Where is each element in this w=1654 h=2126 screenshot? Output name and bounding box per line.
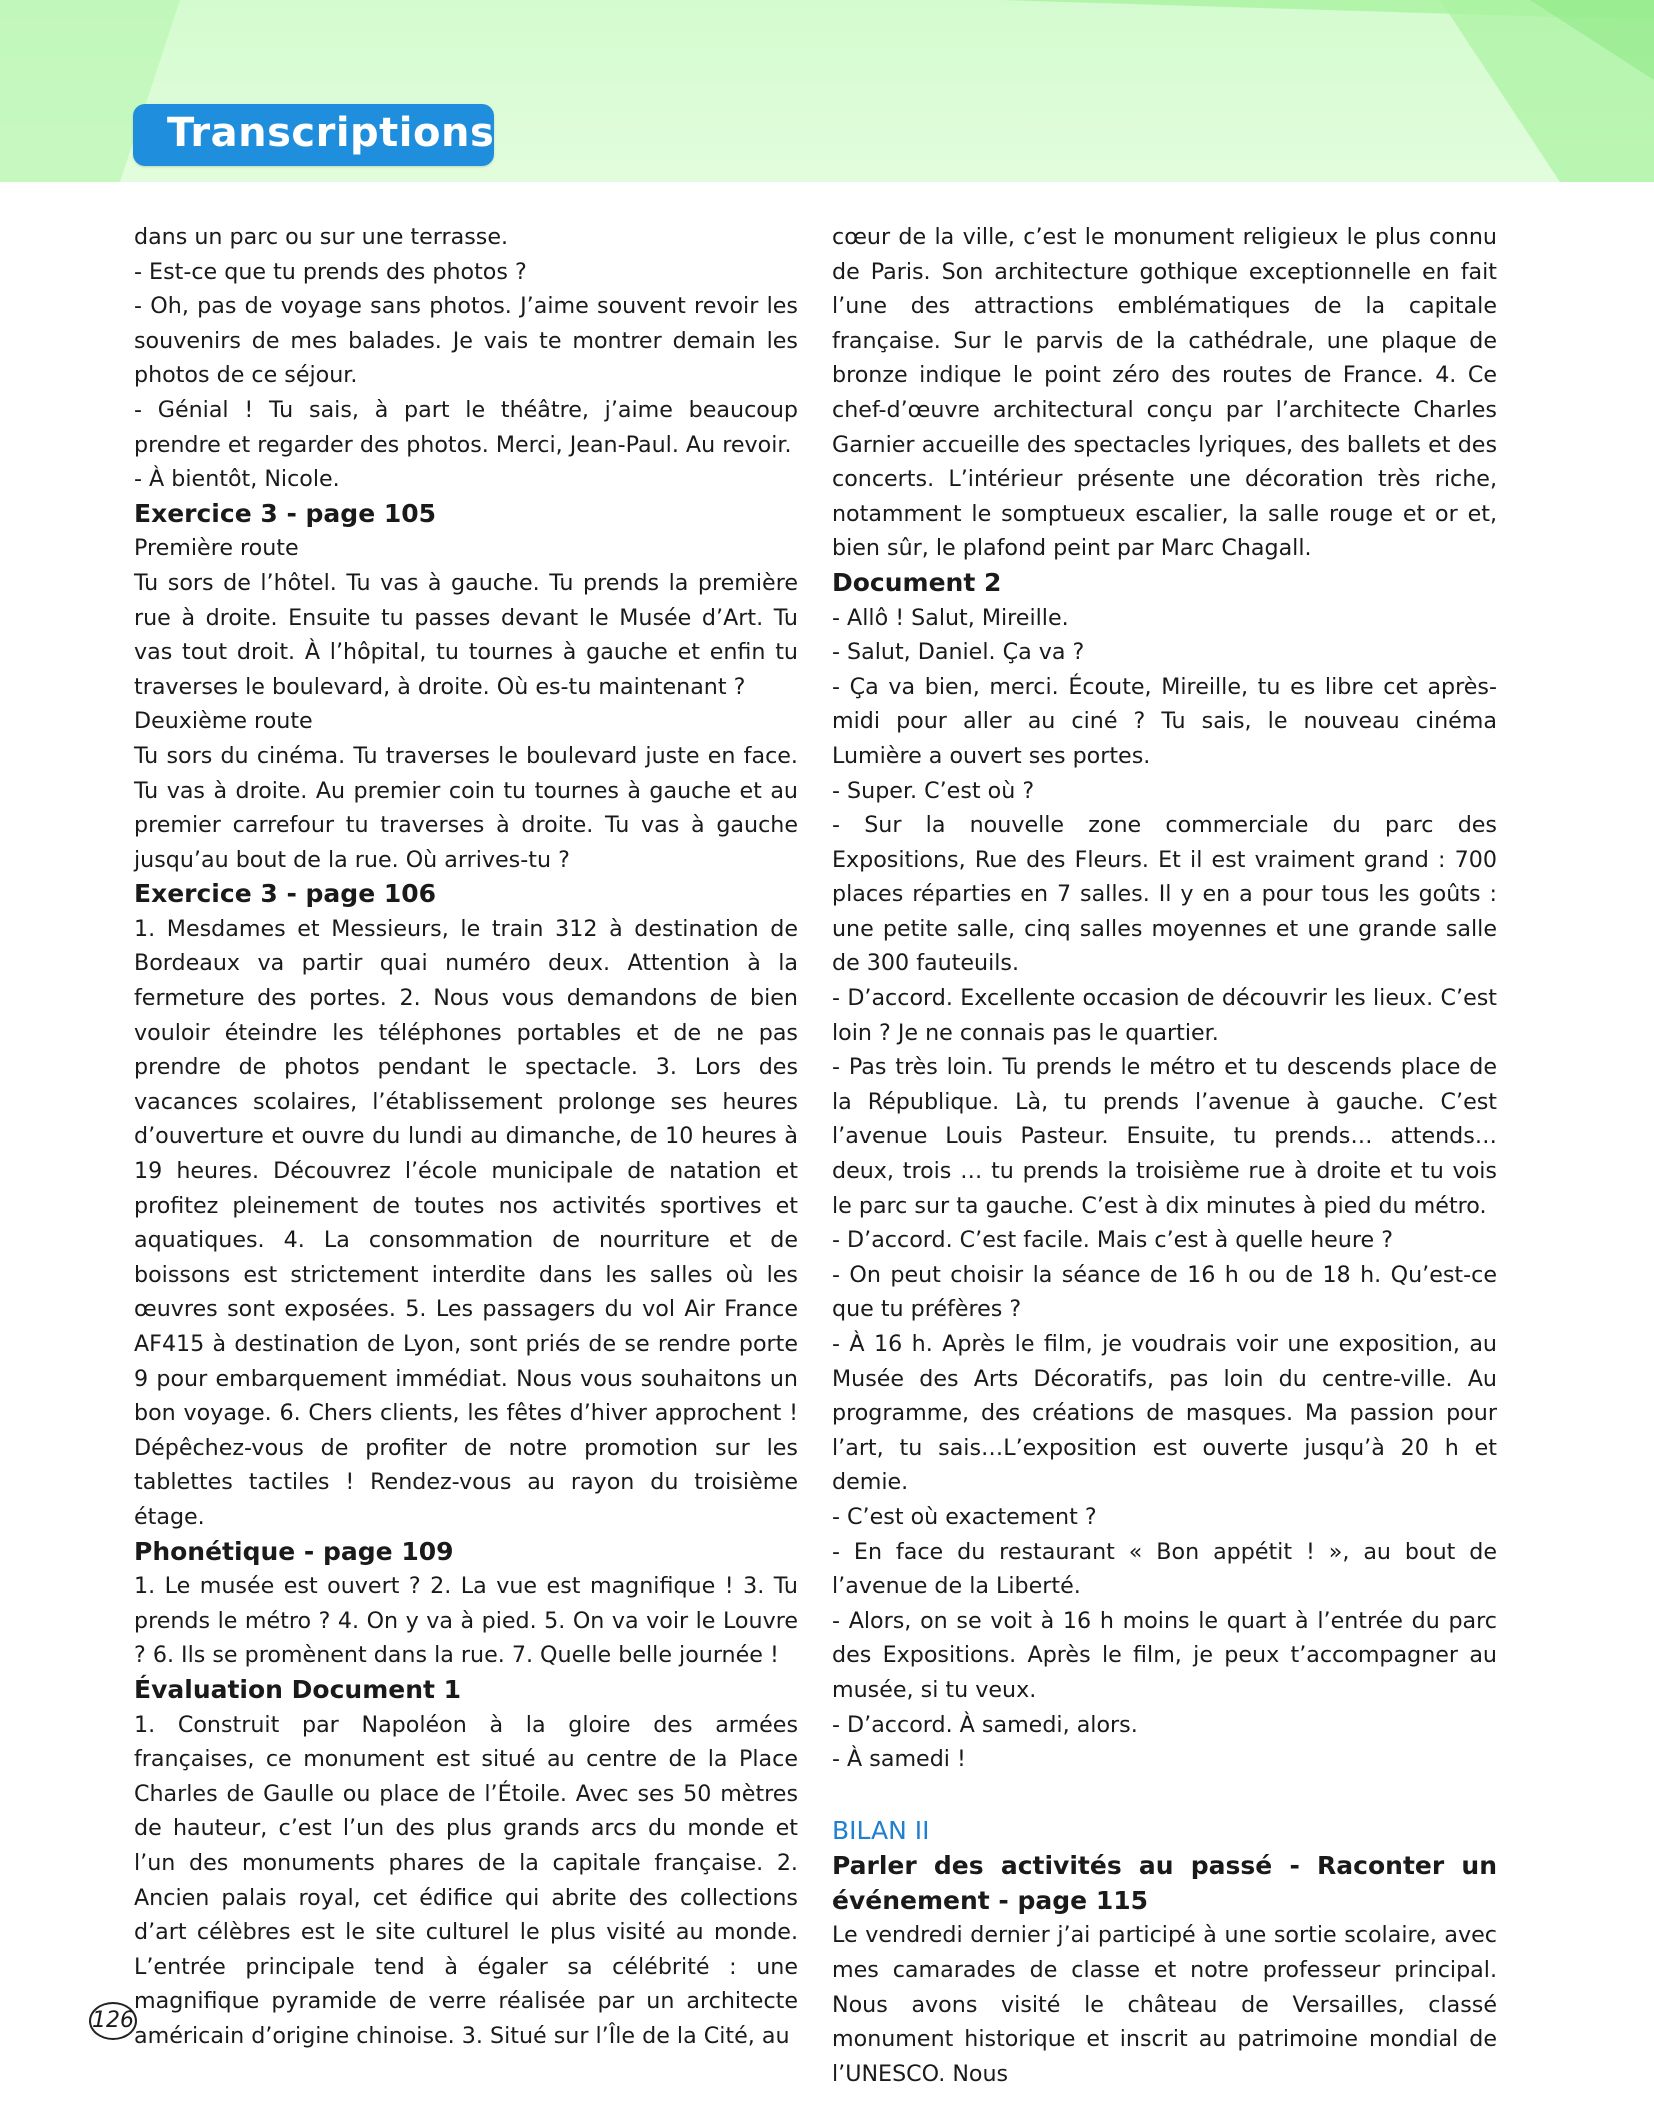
dialogue-line: - Alors, on se voit à 16 h moins le quart à l’entrée du parc des Expositions. Après le film, je peux t’accompagner au musée, si tu veux.	[832, 1607, 1497, 1703]
right-column	[832, 220, 1497, 2091]
paragraph: - Oh, pas de voyage sans photos. J’aime souvent revoir les souvenirs de mes balades. Je vais te montrer demain les photos de ce séjour.	[134, 293, 798, 389]
dialogue-line: - D’accord. C’est facile. Mais c’est à quelle heure ?	[832, 1227, 1393, 1254]
dialogue-line: - C’est où exactement ?	[832, 1503, 1097, 1530]
paragraph: Tu sors de l’hôtel. Tu vas à gauche. Tu prends la première rue à droite. Ensuite tu passes devant le Musée d’Art. Tu vas tout droit. À l’hôpital, tu tournes à gauche et enfin tu traverses le boulevard, à droite. Où es-tu maintenant ?	[134, 569, 798, 700]
paragraph: cœur de la ville, c’est le monument religieux le plus connu de Paris. Son architecture gothique exceptionnelle en fait l’une des attractions emblématiques de la capitale française. Sur le parvis de la cathédrale, une plaque de bronze indique le point zéro des routes de France. 4. Ce chef-d’œuvre architectural conçu par l’architecte Charles Garnier accueille des spectacles lyriques, des ballets et des concerts. L’intérieur présente une décoration très riche, notamment le somptueux escalier, la salle rouge et or et, bien sûr, le plafond peint par Marc Chagall.	[832, 224, 1497, 562]
paragraph: - À bientôt, Nicole.	[134, 466, 340, 493]
paragraph: dans un parc ou sur une terrasse.	[134, 224, 509, 250]
section-heading: Évaluation Document 1	[134, 1674, 462, 1704]
dialogue-line: - D’accord. Excellente occasion de découvrir les lieux. C’est loin ? Je ne connais pas le quartier.	[832, 985, 1497, 1046]
dialogue-line: - Super. C’est où ?	[832, 777, 1035, 804]
paragraph: 1. Construit par Napoléon à la gloire des armées françaises, ce monument est situé au centre de la Place Charles de Gaulle ou place de l’Étoile. Avec ses 50 mètres de hauteur, c’est l’un des plus grands arcs du monde et l’un des monuments phares de la capitale française. 2. Ancien palais royal, cet édifice qui abrite des collections d’art célèbres est le site culturel le plus visité au monde. L’entrée principale tend à égaler sa célébrité : une magnifique pyramide de verre réalisée par un architecte américain d’origine chinoise. 3. Situé sur l’Île de la Cité, au	[134, 1711, 798, 2049]
page-title: Transcriptions	[167, 110, 495, 156]
title-badge	[133, 104, 494, 166]
section-heading: Exercice 3 - page 106	[134, 879, 437, 909]
dialogue-line: - Allô ! Salut, Mireille.	[832, 604, 1069, 631]
section-heading: Phonétique - page 109	[134, 1536, 454, 1566]
paragraph: 1. Mesdames et Messieurs, le train 312 à destination de Bordeaux va partir quai numéro deux. Attention à la fermeture des portes. 2. Nous vous demandons de bien vouloir éteindre les téléphones portables et de ne pas prendre de photos pendant le spectacle. 3. Lors des vacances scolaires, l’établissement prolonge ses heures d’ouverture et ouvre du lundi au dimanche, de 10 heures à 19 heures. Découvrez l’école municipale de natation et profitez pleinement de toutes nos activités sportives et aquatiques. 4. La consommation de nourriture et de boissons est strictement interdite dans les salles où les œuvres sont exposées. 5. Les passagers du vol Air France AF415 à destination de Lyon, sont priés de se rendre porte 9 pour embarquement immédiat. Nous vous souhaitons un bon voyage. 6. Chers clients, les fêtes d’hiver approchent ! Dépêchez-vous de profiter de notre promotion sur les tablettes tactiles ! Rendez-vous au rayon du troisième étage.	[134, 915, 798, 1530]
paragraph: - Génial ! Tu sais, à part le théâtre, j’aime beaucoup prendre et regarder des photos. Merci, Jean-Paul. Au revoir.	[134, 396, 798, 458]
paragraph: - Est-ce que tu prends des photos ?	[134, 258, 527, 285]
bilan-heading: BILAN II	[832, 1815, 930, 1845]
section-heading: Document 2	[832, 567, 1002, 597]
paragraph: 1. Le musée est ouvert ? 2. La vue est magnifique ! 3. Tu prends le métro ? 4. On y va à pied. 5. On va voir le Louvre ? 6. Ils se promènent dans la rue. 7. Quelle belle journée !	[134, 1573, 798, 1669]
section-heading: Parler des activités au passé - Raconter un événement - page 115	[832, 1850, 1497, 1915]
dialogue-line: - Ça va bien, merci. Écoute, Mireille, tu es libre cet après-midi pour aller au ciné ? Tu sais, le nouveau cinéma Lumière a ouvert ses portes.	[832, 673, 1497, 769]
dialogue-line: - On peut choisir la séance de 16 h ou de 18 h. Qu’est-ce que tu préfères ?	[832, 1261, 1497, 1323]
subheading: Première route	[134, 535, 299, 562]
page-number: 126	[89, 2002, 137, 2040]
dialogue-line: - En face du restaurant « Bon appétit ! », au bout de l’avenue de la Liberté.	[832, 1538, 1497, 1600]
subheading: Deuxième route	[134, 708, 313, 735]
left-column	[134, 220, 798, 2053]
paragraph: Le vendredi dernier j’ai participé à une sortie scolaire, avec mes camarades de classe et notre professeur principal. Nous avons visité le château de Versailles, classé monument historique et inscrit au patrimoine mondial de l’UNESCO. Nous	[832, 1922, 1497, 2087]
dialogue-line: - À 16 h. Après le film, je voudrais voir une exposition, au Musée des Arts Décoratifs, pas loin du centre-ville. Au programme, des créations de masques. Ma passion pour l’art, tu sais…L’exposition est ouverte jusqu’à 20 h et demie.	[832, 1331, 1497, 1496]
dialogue-line: - Salut, Daniel. Ça va ?	[832, 639, 1085, 666]
dialogue-line: - Sur la nouvelle zone commerciale du parc des Expositions, Rue des Fleurs. Et il est vraiment grand : 700 places réparties en 7 salles. Il y en a pour tous les goûts : une petite salle, cinq salles moyennes et une grande salle de 300 fauteuils.	[832, 812, 1497, 977]
dialogue-line: - Pas très loin. Tu prends le métro et tu descends place de la République. Là, tu prends l’avenue à gauche. C’est l’avenue Louis Pasteur. Ensuite, tu prends… attends… deux, trois … tu prends la troisième rue à droite et tu vois le parc sur ta gauche. C’est à dix minutes à pied du métro.	[832, 1054, 1497, 1219]
section-heading: Exercice 3 - page 105	[134, 498, 437, 528]
header-band	[0, 0, 1654, 182]
paragraph: Tu sors du cinéma. Tu traverses le boulevard juste en face. Tu vas à droite. Au premier coin tu tournes à gauche et au premier carrefour tu traverses à droite. Tu vas à gauche jusqu’au bout de la rue. Où arrives-tu ?	[134, 742, 798, 873]
dialogue-line: - À samedi !	[832, 1746, 966, 1773]
dialogue-line: - D’accord. À samedi, alors.	[832, 1711, 1138, 1738]
